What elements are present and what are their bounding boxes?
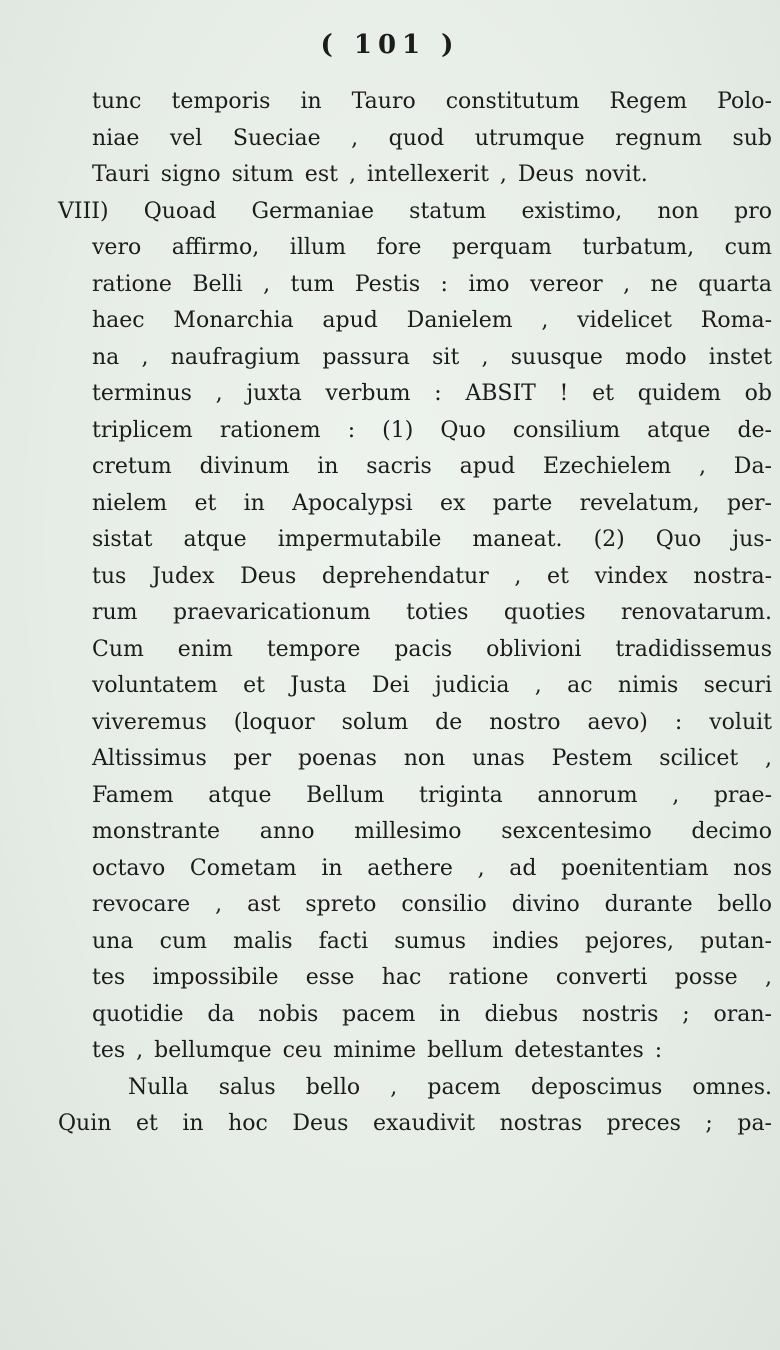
text-line: Tauri signo situm est , intellexerit , Deus novit. [92,162,648,187]
section-heading-line: VIII) Quoad Germaniae statum existimo, non pro [58,198,772,224]
text-line: octavo Cometam in aethere , ad poenitentiam nos [92,855,772,881]
text-line: rum praevaricationum toties quoties renovatarum. [92,600,772,625]
verse-line: Nulla salus bello , pacem deposcimus omnes. [128,1074,772,1100]
text-line: Cum enim tempore pacis oblivioni tradidissemus [92,636,772,662]
text-line: tus Judex Deus deprehendatur , et vindex nostra- [92,563,772,589]
text-line: sistat atque impermutabile maneat. (2) Quo jus- [92,527,772,552]
text-line: viveremus (loquor solum de nostro aevo) : voluit [92,709,772,735]
text-line: ratione Belli , tum Pestis : imo vereor , ne quarta [92,271,772,297]
text-line: terminus , juxta verbum : ABSIT ! et quidem ob [92,381,772,406]
page-number: ( 101 ) [320,30,460,60]
text-line: nielem et in Apocalypsi ex parte revelatum, per- [92,490,772,516]
text-line: na , naufragium passura sit , suusque modo instet [92,344,772,370]
text-line: tes , bellumque ceu minime bellum detestantes : [92,1038,663,1063]
text-line: Famem atque Bellum triginta annorum , prae- [92,782,772,808]
text-line: quotidie da nobis pacem in diebus nostris ; oran- [92,1001,772,1027]
text-line: tunc temporis in Tauro constitutum Regem Polo- [92,89,772,114]
text-line: cretum divinum in sacris apud Ezechielem , Da- [92,454,772,479]
text-line: niae vel Sueciae , quod utrumque regnum sub [92,125,772,151]
text-line: vero affirmo, illum fore perquam turbatum, cum [92,235,772,260]
text-line: una cum malis facti sumus indies pejores, putan- [92,928,772,954]
text-line: haec Monarchia apud Danielem , videlicet Roma- [92,308,772,333]
text-line: revocare , ast spreto consilio divino durante bello [92,892,772,917]
text-line: tes impossibile esse hac ratione converti posse , [92,965,772,990]
text-line: triplicem rationem : (1) Quo consilium atque de- [92,417,772,443]
text-line: Altissimus per poenas non unas Pestem scilicet , [92,746,772,771]
text-line: voluntatem et Justa Dei judicia , ac nimis securi [92,673,772,698]
body-text [58,84,772,1143]
text-line: Quin et in hoc Deus exaudivit nostras preces ; pa- [58,1111,772,1136]
text-line: monstrante anno millesimo sexcentesimo decimo [92,819,772,844]
